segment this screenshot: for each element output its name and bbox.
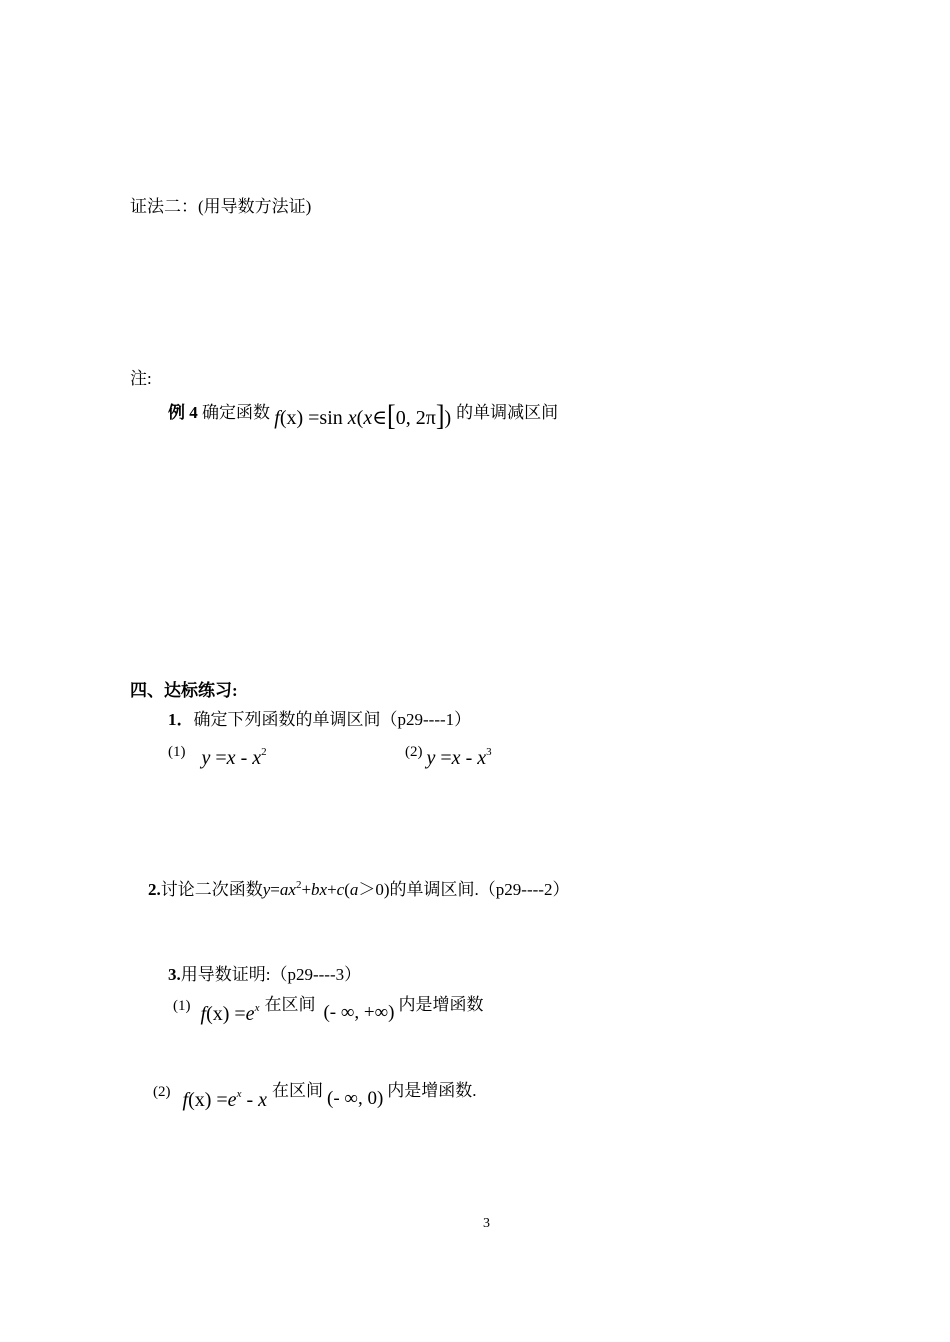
section-4-heading: 四、达标练习: <box>130 681 238 700</box>
eq-minus: - <box>460 747 478 769</box>
eq-f: f <box>200 1003 207 1025</box>
formula-in: ∈ <box>372 407 388 429</box>
eq-e: e <box>245 1003 255 1025</box>
example-4 <box>168 395 559 433</box>
example-4-text-after: 的单调减区间 <box>456 403 559 422</box>
equation <box>201 1003 265 1025</box>
exercise-1-part-1 <box>168 738 267 769</box>
formula-paren-open: ( <box>356 407 364 429</box>
ex2-plus: + <box>301 880 312 899</box>
ex2-plus-2: + <box>327 880 337 899</box>
note-label: 注: <box>130 369 152 388</box>
page-number: 3 <box>483 1216 490 1231</box>
ex2-ax: ax <box>279 880 296 899</box>
ex2-paren: ( <box>344 880 350 899</box>
exercise-3-label: 3. <box>168 965 181 984</box>
eq-f: f <box>182 1089 189 1111</box>
formula-eq: =sin <box>303 407 348 429</box>
exercise-3-text: 用导数证明:（p29----3） <box>180 965 362 984</box>
eq-x-cubed-base: x <box>477 747 487 769</box>
formula-arg: (x) <box>279 407 304 429</box>
equation <box>427 747 492 769</box>
interval: (- ∞, 0) <box>327 1088 384 1109</box>
ex2-y: y <box>262 880 271 899</box>
eq-arg: (x) <box>206 1003 230 1025</box>
formula-x-var: x <box>363 407 373 429</box>
eq-arg: (x) <box>188 1089 212 1111</box>
eq-equals: = <box>435 747 452 769</box>
eq-equals: = <box>211 1089 228 1111</box>
exercise-3-title <box>168 960 361 985</box>
conclusion-text: 内是增函数 <box>398 995 484 1014</box>
exercise-3-part-1 <box>173 990 484 1025</box>
exercise-3-part-2 <box>153 1076 477 1111</box>
formula-interval: 0, 2π <box>395 407 436 429</box>
part-number: (2) <box>153 1084 171 1100</box>
eq-x-squared-base: x <box>252 747 262 769</box>
exercise-2 <box>148 875 569 900</box>
eq-exponent: 3 <box>486 746 492 758</box>
conclusion-text: 内是增函数. <box>387 1081 477 1100</box>
example-4-label: 例 4 <box>168 403 198 422</box>
part-number: (1) <box>173 998 191 1014</box>
eq-minus: - <box>241 1089 259 1111</box>
eq-minus: - <box>235 747 253 769</box>
eq-exponent: 2 <box>261 746 267 758</box>
eq-x: x <box>258 1089 268 1111</box>
ex2-bx: bx <box>311 880 328 899</box>
eq-y: y <box>426 747 436 769</box>
eq-exponent: x <box>236 1088 242 1100</box>
equation <box>183 1089 273 1111</box>
eq-x: x <box>451 747 461 769</box>
interval: (- ∞, +∞) <box>323 1002 395 1023</box>
exercise-1-text: 确定下列函数的单调区间（p29----1） <box>193 710 472 729</box>
part-number: (2) <box>405 744 423 760</box>
equation <box>202 747 267 769</box>
eq-equals: = <box>210 747 227 769</box>
eq-exponent: x <box>254 1002 260 1014</box>
formula-lbracket: [ <box>387 398 396 433</box>
interval-text: 在区间 <box>264 995 316 1014</box>
ex2-eq: = <box>270 880 280 899</box>
ex2-c: c <box>336 880 345 899</box>
ex2-square: 2 <box>295 879 302 891</box>
formula-paren-close: ) <box>444 407 452 429</box>
ex2-a: a <box>349 880 359 899</box>
proof-method-2-label: 证法二：(用导数方法证) <box>130 197 312 216</box>
exercise-2-text: 讨论二次函数 <box>160 880 263 899</box>
formula-f: f <box>274 407 280 429</box>
eq-x: x <box>226 747 236 769</box>
eq-y: y <box>201 747 211 769</box>
interval-text: 在区间 <box>272 1081 324 1100</box>
eq-e: e <box>227 1089 237 1111</box>
exercise-1-label: 1． <box>168 710 194 729</box>
example-4-text: 确定函数 <box>202 403 270 422</box>
example-4-formula <box>274 398 456 433</box>
formula-x: x <box>347 407 357 429</box>
part-number: (1) <box>168 744 186 760</box>
exercise-1-part-2 <box>405 738 492 769</box>
formula-rbracket: ] <box>435 398 445 433</box>
exercise-1-title <box>168 705 471 730</box>
eq-equals: = <box>229 1003 246 1025</box>
ex2-rest: ＞0)的单调区间.（p29----2） <box>358 880 570 899</box>
exercise-2-label: 2. <box>148 880 161 899</box>
